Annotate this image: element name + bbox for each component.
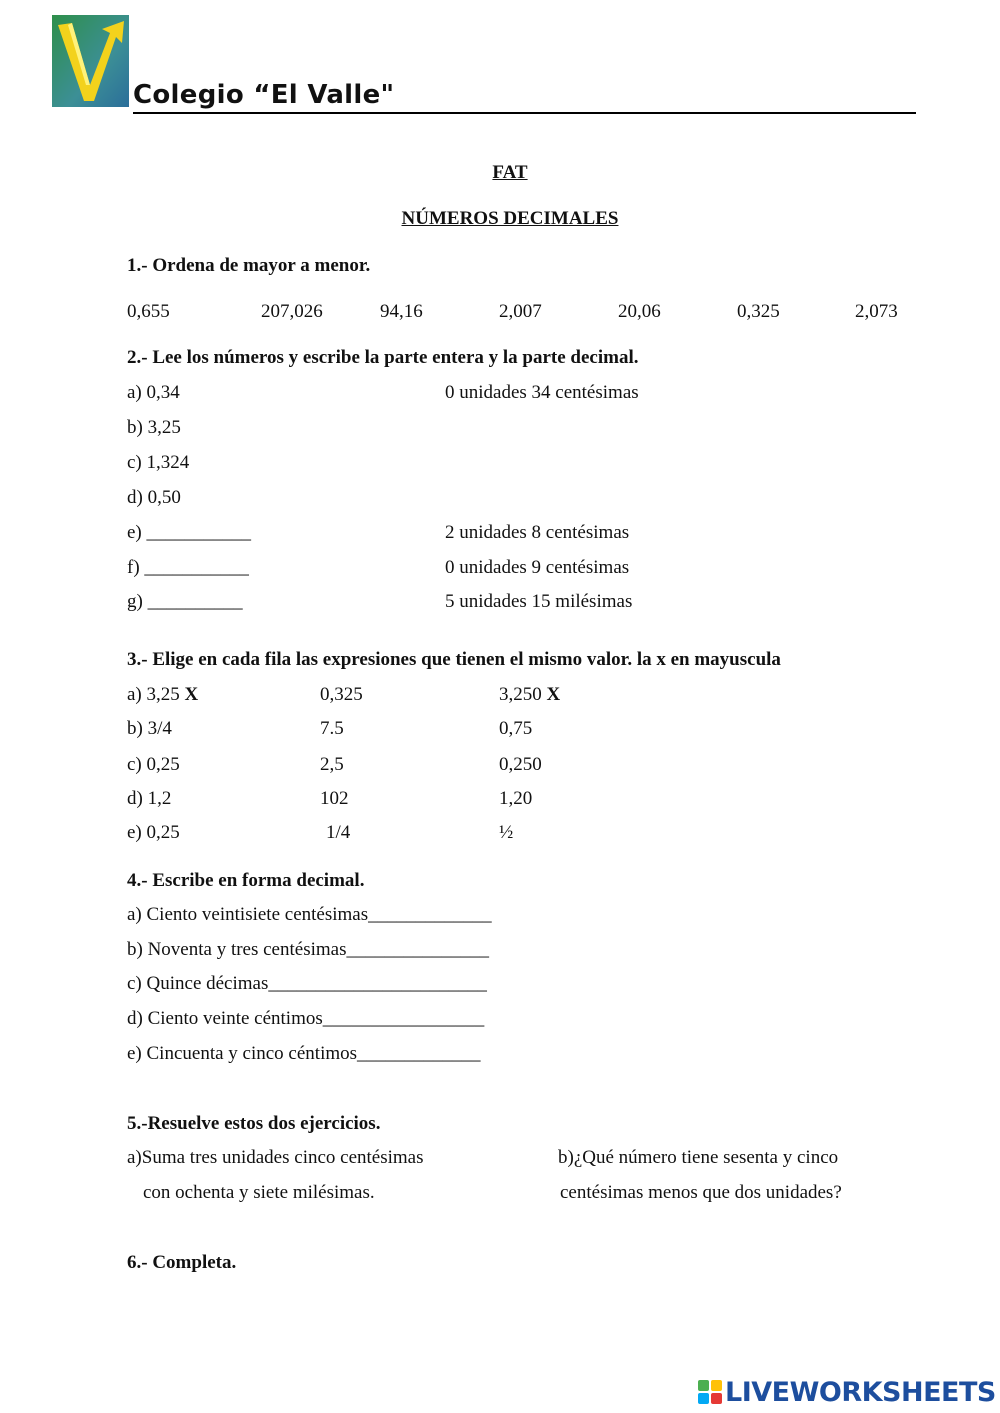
ex4-item[interactable]: a) Ciento veintisiete centésimas_____________ [127, 904, 492, 925]
ex2-heading: 2.- Lee los números y escribe la parte entera y la parte decimal. [127, 347, 639, 368]
ex4-item[interactable]: b) Noventa y tres centésimas_______________ [127, 939, 489, 960]
ex2-row-left: c) 1,324 [127, 452, 190, 473]
liveworksheets-text: LIVEWORKSHEETS [725, 1376, 996, 1408]
ex5-b-line2: centésimas menos que dos unidades? [560, 1182, 842, 1203]
ex1-number: 207,026 [261, 301, 323, 322]
ex2-row-right: 0 unidades 34 centésimas [445, 382, 639, 403]
ex3-option-2[interactable]: 7.5 [320, 718, 344, 739]
ex1-number: 2,073 [855, 301, 898, 322]
ex4-item[interactable]: c) Quince décimas_______________________ [127, 973, 487, 994]
ex5-a-line2: con ochenta y siete milésimas. [143, 1182, 375, 1203]
liveworksheets-watermark [697, 1376, 996, 1408]
ex1-heading: 1.- Ordena de mayor a menor. [127, 255, 371, 276]
ex5-a-line1: a)Suma tres unidades cinco centésimas [127, 1147, 424, 1168]
ex3-option-2[interactable]: 102 [320, 788, 349, 809]
ex2-row-left: a) 0,34 [127, 382, 180, 403]
liveworksheets-logo-icon [697, 1379, 723, 1405]
ex3-option-1[interactable]: e) 0,25 [127, 822, 180, 843]
ex3-option-3[interactable]: 0,75 [499, 718, 533, 739]
ex3-option-3[interactable]: 3,250 X [499, 684, 561, 705]
page-subtitle: NÚMEROS DECIMALES [401, 208, 619, 229]
ex4-heading: 4.- Escribe en forma decimal. [127, 870, 365, 891]
ex1-number: 20,06 [618, 301, 661, 322]
ex4-item[interactable]: d) Ciento veinte céntimos_________________ [127, 1008, 485, 1029]
ex2-row-right: 0 unidades 9 centésimas [445, 557, 630, 578]
ex5-heading: 5.-Resuelve estos dos ejercicios. [127, 1113, 381, 1134]
ex3-option-3[interactable]: 0,250 [499, 754, 542, 775]
ex5-b-line1: b)¿Qué número tiene sesenta y cinco [558, 1147, 839, 1168]
ex2-row-left: d) 0,50 [127, 487, 181, 508]
selection-mark: X [184, 684, 199, 705]
ex3-option-2[interactable]: 2,5 [320, 754, 344, 775]
ex1-number: 0,325 [737, 301, 780, 322]
ex2-row-left[interactable]: e) ___________ [127, 522, 252, 543]
ex3-heading: 3.- Elige en cada fila las expresiones que tienen el mismo valor. la x en mayuscula [127, 649, 781, 670]
selection-mark: X [546, 684, 561, 705]
ex3-option-2[interactable]: 1/4 [326, 822, 351, 843]
ex1-number: 2,007 [499, 301, 542, 322]
ex6-heading: 6.- Completa. [127, 1252, 237, 1273]
ex2-row-right: 5 unidades 15 milésimas [445, 591, 633, 612]
ex3-option-2[interactable]: 0,325 [320, 684, 363, 705]
ex2-row-left: b) 3,25 [127, 417, 181, 438]
ex2-row-left[interactable]: f) ___________ [127, 557, 249, 578]
header-underline [133, 112, 916, 114]
ex1-number: 0,655 [127, 301, 170, 322]
school-logo-v-icon [52, 15, 129, 107]
ex4-item[interactable]: e) Cincuenta y cinco céntimos_____________ [127, 1043, 481, 1064]
ex3-option-1[interactable]: c) 0,25 [127, 754, 180, 775]
ex3-option-1[interactable]: a) 3,25 X [127, 684, 199, 705]
page-title: FAT [492, 162, 528, 183]
school-name: Colegio “El Valle" [133, 80, 395, 110]
ex1-number: 94,16 [380, 301, 423, 322]
ex3-option-1[interactable]: d) 1,2 [127, 788, 172, 809]
ex3-option-1[interactable]: b) 3/4 [127, 718, 172, 739]
ex3-option-3[interactable]: 1,20 [499, 788, 533, 809]
ex2-row-right: 2 unidades 8 centésimas [445, 522, 630, 543]
ex3-option-3[interactable]: ½ [499, 822, 514, 843]
ex2-row-left[interactable]: g) __________ [127, 591, 243, 612]
